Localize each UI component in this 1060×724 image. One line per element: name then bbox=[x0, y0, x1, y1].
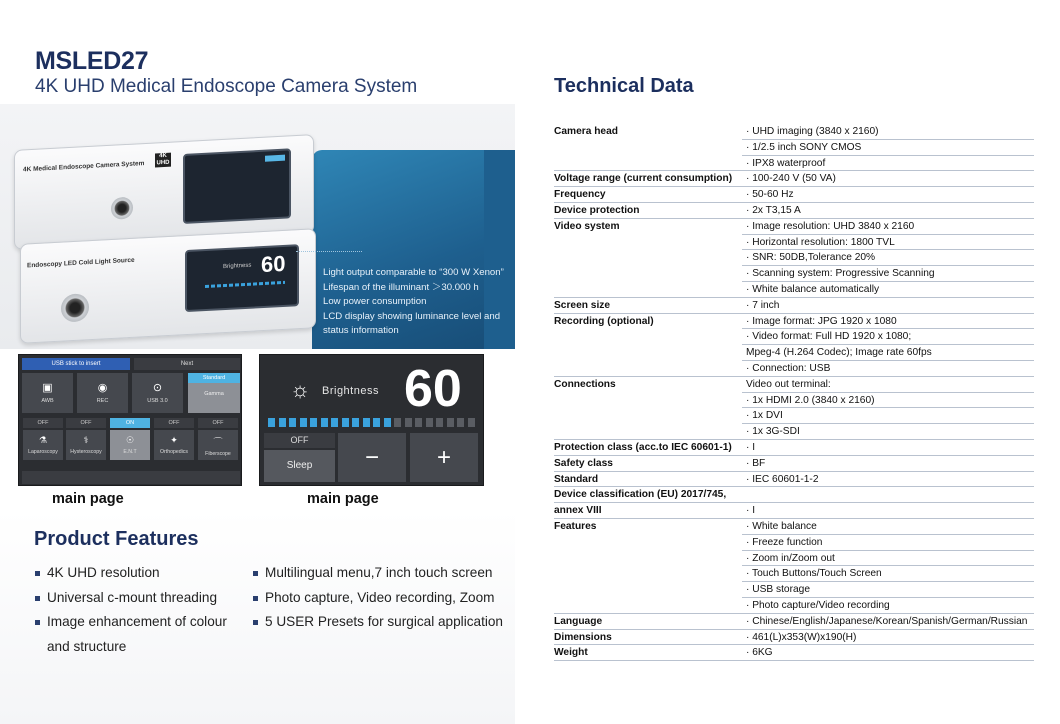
spec-value: · 1x 3G-SDI bbox=[746, 426, 800, 438]
spec-value: · IPX8 waterproof bbox=[746, 157, 826, 169]
feature-item: Multilingual menu,7 inch touch screen bbox=[253, 561, 503, 586]
ent-icon: ☉ bbox=[125, 435, 135, 445]
spec-value: · Horizontal resolution: 1800 TVL bbox=[746, 236, 895, 248]
toggle-hysteroscopy[interactable]: OFF bbox=[66, 418, 106, 428]
spec-label: Video system bbox=[554, 220, 620, 232]
brightness-segment bbox=[352, 418, 359, 427]
orthopedics-icon: ✦ bbox=[170, 435, 178, 445]
spec-row bbox=[554, 203, 1034, 219]
spec-value: · Chinese/English/Japanese/Korean/Spanish/German/Russian bbox=[746, 615, 1028, 627]
fiberscope-icon: ⌒ bbox=[213, 437, 223, 447]
spec-row bbox=[554, 551, 1034, 567]
spec-value: · I bbox=[746, 505, 756, 517]
spec-label: Safety class bbox=[554, 457, 613, 469]
brightness-segment bbox=[426, 418, 433, 427]
brightness-segment bbox=[289, 418, 296, 427]
light-source-unit bbox=[20, 228, 316, 344]
spec-value: Video out terminal: bbox=[746, 378, 831, 390]
sleep-button[interactable]: Sleep bbox=[264, 450, 335, 482]
spec-label: Dimensions bbox=[554, 631, 612, 643]
model-name: MSLED27 bbox=[35, 47, 149, 75]
features-list-right bbox=[253, 561, 503, 635]
hero-line: Light output comparable to “300 W Xenon” bbox=[323, 267, 504, 278]
spec-row bbox=[554, 156, 1034, 172]
screen2-caption: main page bbox=[307, 491, 379, 507]
spec-row bbox=[554, 645, 1034, 661]
brightness-segment bbox=[468, 418, 475, 427]
toggle-laparoscopy[interactable]: OFF bbox=[23, 418, 63, 428]
spec-row bbox=[554, 250, 1034, 266]
brightness-segment bbox=[436, 418, 443, 427]
spec-row bbox=[554, 582, 1034, 598]
brightness-sun-icon: ☼ bbox=[290, 377, 311, 402]
camera-unit-label: 4K Medical Endoscope Camera System bbox=[23, 160, 145, 174]
feature-item: 4K UHD resolution bbox=[35, 561, 245, 586]
brightness-segment bbox=[279, 418, 286, 427]
spec-row bbox=[554, 314, 1034, 330]
spec-table bbox=[554, 124, 1034, 661]
hero-feature-text bbox=[323, 266, 504, 339]
spec-value: · 1x DVI bbox=[746, 410, 783, 422]
spec-row bbox=[554, 503, 1034, 519]
camera-unit-screen bbox=[183, 148, 291, 224]
mode-ent[interactable]: ☉ E.N.T bbox=[110, 430, 150, 460]
hero-line: LCD display showing luminance level and bbox=[323, 310, 501, 322]
spec-row bbox=[554, 440, 1034, 456]
spec-label: Screen size bbox=[554, 299, 611, 311]
spec-label: Frequency bbox=[554, 189, 606, 201]
usb-button[interactable]: ⊙ USB 3.0 bbox=[132, 373, 183, 413]
spec-value: · Image format: JPG 1920 x 1080 bbox=[746, 315, 897, 327]
brightness-segment bbox=[405, 418, 412, 427]
light-screen-label: Brightness bbox=[223, 262, 252, 271]
spec-value: · 1x HDMI 2.0 (3840 x 2160) bbox=[746, 394, 875, 406]
spec-row bbox=[554, 377, 1034, 393]
features-list-left bbox=[35, 561, 245, 659]
record-icon: ◉ bbox=[97, 382, 108, 394]
hero-line: status information bbox=[323, 325, 399, 336]
spec-value: · 6KG bbox=[746, 647, 773, 659]
4k-badge: 4K UHD bbox=[156, 152, 170, 167]
spec-value: · 50-60 Hz bbox=[746, 189, 794, 201]
spec-row bbox=[554, 124, 1034, 140]
gamma-button[interactable]: Standard Gamma bbox=[188, 373, 240, 413]
spec-value: Mpeg-4 (H.264 Codec); Image rate 60fps bbox=[746, 347, 932, 359]
spec-row bbox=[554, 408, 1034, 424]
light-port bbox=[61, 293, 89, 322]
spec-value: · BF bbox=[746, 457, 766, 469]
product-photo bbox=[0, 104, 515, 349]
spec-row bbox=[554, 614, 1034, 630]
spec-value: · Zoom in/Zoom out bbox=[746, 552, 835, 564]
feature-item: Image enhancement of colour and structure bbox=[35, 610, 245, 659]
light-source-label: Endoscopy LED Cold Light Source bbox=[27, 256, 135, 270]
spec-row bbox=[554, 140, 1034, 156]
spec-value: · 100-240 V (50 VA) bbox=[746, 173, 836, 185]
spec-value: · White balance automatically bbox=[746, 283, 880, 295]
spec-value: · 1/2.5 inch SONY CMOS bbox=[746, 141, 862, 153]
spec-row bbox=[554, 345, 1034, 361]
brightness-value: 60 bbox=[404, 360, 462, 418]
spec-row bbox=[554, 266, 1034, 282]
awb-icon: ▣ bbox=[42, 382, 53, 394]
spec-label: Standard bbox=[554, 473, 599, 485]
spec-value: · Scanning system: Progressive Scanning bbox=[746, 268, 935, 280]
spec-label: Weight bbox=[554, 647, 588, 659]
toggle-fiberscope[interactable]: OFF bbox=[198, 418, 238, 428]
spec-row bbox=[554, 393, 1034, 409]
spec-value: · Image resolution: UHD 3840 x 2160 bbox=[746, 220, 915, 232]
main-page-screen-2 bbox=[259, 354, 484, 486]
spec-label: Device classification (EU) 2017/745, bbox=[554, 489, 727, 501]
spec-row bbox=[554, 219, 1034, 235]
awb-button[interactable]: ▣ AWB bbox=[22, 373, 73, 413]
technical-data-title: Technical Data bbox=[554, 75, 694, 97]
feature-item: 5 USER Presets for surgical application bbox=[253, 610, 503, 635]
hysteroscopy-icon: ⚕ bbox=[83, 435, 89, 445]
off-button[interactable]: OFF bbox=[264, 433, 335, 448]
spec-label: annex VIII bbox=[554, 505, 602, 517]
brightness-segment bbox=[300, 418, 307, 427]
spec-value: · White balance bbox=[746, 520, 817, 532]
spec-row bbox=[554, 424, 1034, 440]
spec-label: Device protection bbox=[554, 204, 640, 216]
light-source-screen bbox=[185, 244, 299, 312]
spec-label: Connections bbox=[554, 378, 616, 390]
brightness-segment bbox=[363, 418, 370, 427]
spec-row bbox=[554, 472, 1034, 488]
hero-line: Lifespan of the illuminant ＞30.000 h bbox=[323, 281, 479, 293]
spec-label: Language bbox=[554, 615, 603, 627]
spec-row bbox=[554, 329, 1034, 345]
spec-value: · Photo capture/Video recording bbox=[746, 599, 890, 611]
spec-label: Voltage range (current consumption) bbox=[554, 173, 733, 185]
spec-value: · Freeze function bbox=[746, 536, 823, 548]
increase-brightness-button[interactable]: + bbox=[410, 433, 478, 482]
spec-value: · I bbox=[746, 441, 756, 453]
camera-icon: ⊙ bbox=[152, 382, 163, 394]
decrease-brightness-button[interactable]: − bbox=[338, 433, 406, 482]
brightness-segment bbox=[415, 418, 422, 427]
spec-value: · USB storage bbox=[746, 584, 810, 596]
spec-row bbox=[554, 235, 1034, 251]
spec-value: · SNR: 50DB,Tolerance 20% bbox=[746, 252, 876, 264]
camera-port bbox=[111, 197, 133, 220]
mode-orthopedics[interactable]: ✦ Orthopedics bbox=[154, 430, 194, 460]
product-subtitle: 4K UHD Medical Endoscope Camera System bbox=[35, 76, 418, 97]
toggle-ent[interactable]: ON bbox=[110, 418, 150, 428]
spec-value: · Connection: USB bbox=[746, 362, 831, 374]
spec-row bbox=[554, 630, 1034, 646]
light-screen-value: 60 bbox=[261, 250, 286, 278]
spec-row bbox=[554, 171, 1034, 187]
feature-item: Universal c-mount threading bbox=[35, 586, 245, 611]
features-title: Product Features bbox=[34, 528, 199, 550]
toggle-orthopedics[interactable]: OFF bbox=[154, 418, 194, 428]
brightness-segment bbox=[268, 418, 275, 427]
brightness-segment bbox=[321, 418, 328, 427]
spec-value: · 2x T3,15 A bbox=[746, 204, 801, 216]
spec-value: · Video format: Full HD 1920 x 1080; bbox=[746, 331, 912, 343]
spec-row bbox=[554, 361, 1034, 377]
screen1-caption: main page bbox=[52, 491, 124, 507]
spec-row bbox=[554, 598, 1034, 614]
spec-row bbox=[554, 298, 1034, 314]
spec-value: · IEC 60601-1-2 bbox=[746, 473, 819, 485]
spec-row bbox=[554, 456, 1034, 472]
spec-row bbox=[554, 187, 1034, 203]
brightness-segment bbox=[384, 418, 391, 427]
laparoscopy-icon: ⚗ bbox=[38, 435, 48, 445]
hero-line: Low power consumption bbox=[323, 296, 427, 307]
brightness-segment bbox=[342, 418, 349, 427]
spec-label: Recording (optional) bbox=[554, 315, 654, 327]
brightness-segment bbox=[457, 418, 464, 427]
spec-label: Camera head bbox=[554, 126, 618, 137]
spec-value: · Touch Buttons/Touch Screen bbox=[746, 568, 882, 580]
main-page-screen-1 bbox=[18, 354, 242, 486]
brightness-label: Brightness bbox=[322, 385, 379, 397]
rec-button[interactable]: ◉ REC bbox=[77, 373, 128, 413]
spec-label: Protection class (acc.to IEC 60601-1) bbox=[554, 441, 732, 453]
brightness-segment bbox=[394, 418, 401, 427]
spec-label: Features bbox=[554, 520, 597, 532]
brightness-segment bbox=[373, 418, 380, 427]
status-bar bbox=[22, 471, 240, 484]
spec-row bbox=[554, 282, 1034, 298]
brightness-segment bbox=[331, 418, 338, 427]
spec-row bbox=[554, 535, 1034, 551]
spec-value: · 7 inch bbox=[746, 299, 780, 311]
next-button[interactable]: Next bbox=[134, 358, 240, 370]
spec-value: · UHD imaging (3840 x 2160) bbox=[746, 126, 879, 137]
feature-item: Photo capture, Video recording, Zoom bbox=[253, 586, 503, 611]
mode-fiberscope[interactable]: ⌒ Fiberscope bbox=[198, 430, 238, 460]
mode-hysteroscopy[interactable]: ⚕ Hysteroscopy bbox=[66, 430, 106, 460]
mode-laparoscopy[interactable]: ⚗ Laparoscopy bbox=[23, 430, 63, 460]
spec-row bbox=[554, 487, 1034, 503]
spec-value: · 461(L)x353(W)x190(H) bbox=[746, 631, 857, 643]
spec-row bbox=[554, 566, 1034, 582]
usb-insert-banner: USB stick to insert bbox=[22, 358, 130, 370]
brightness-segment bbox=[310, 418, 317, 427]
brightness-segment bbox=[447, 418, 454, 427]
spec-row bbox=[554, 519, 1034, 535]
